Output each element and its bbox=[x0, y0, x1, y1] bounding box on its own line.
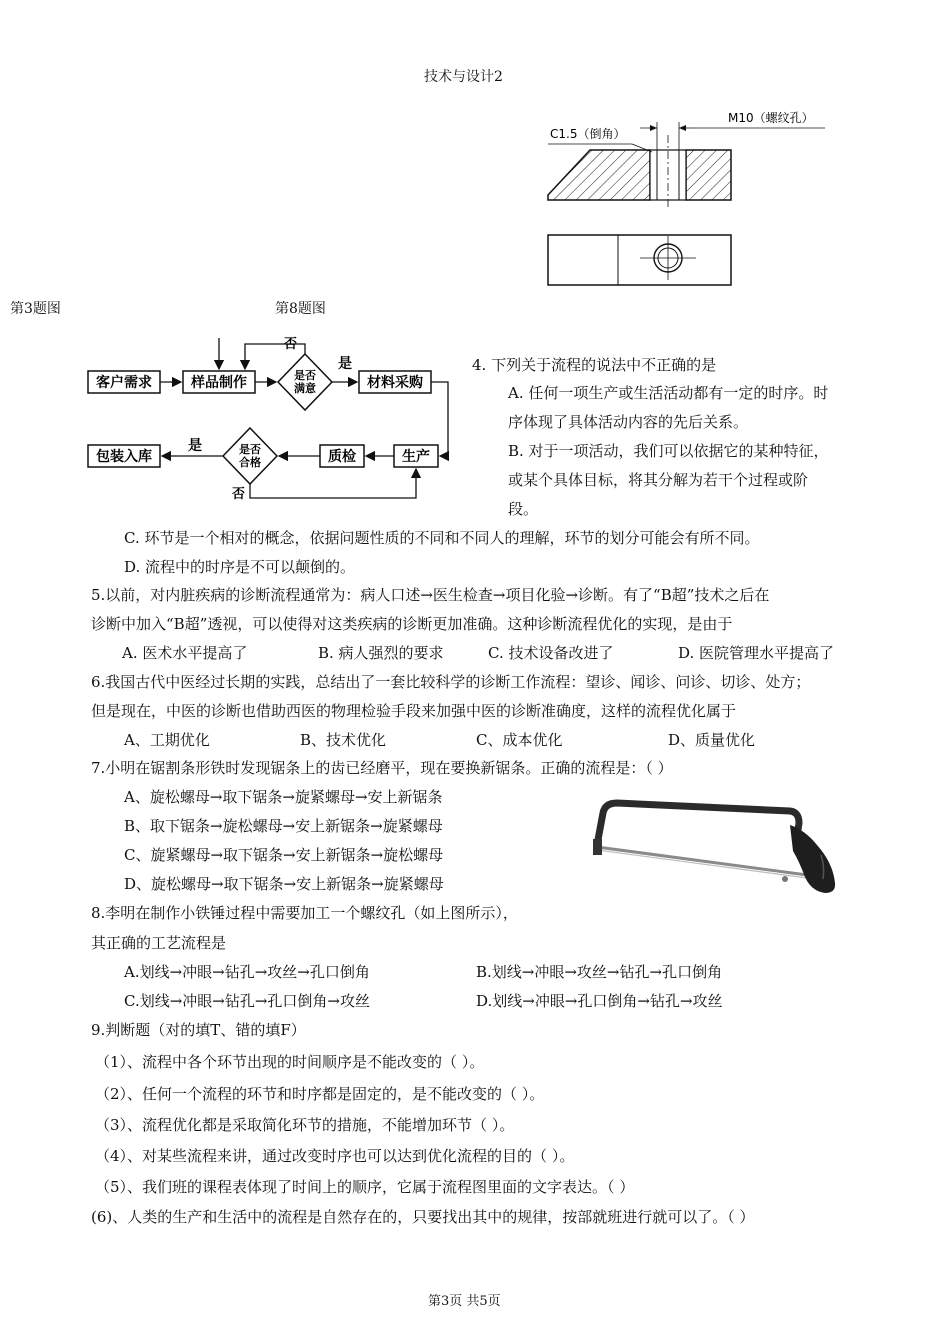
caption-figure-8: 第8题图 bbox=[275, 301, 326, 317]
label-yes-top: 是 bbox=[338, 356, 352, 372]
q7-stem: 7.小明在锯割条形铁时发现锯条上的齿已经磨平，现在要换新锯条。正确的流程是：（ ） bbox=[91, 759, 673, 777]
q6-option-d: D、质量优化 bbox=[668, 731, 756, 749]
q9-item-5: （5）、我们班的课程表体现了时间上的顺序，它属于流程图里面的文字表达。（ ） bbox=[95, 1178, 635, 1196]
threaded-hole-drawing bbox=[540, 100, 840, 300]
q4-option-b-line2: 或某个具体目标，将其分解为若干个过程或阶 bbox=[508, 471, 809, 489]
q9-item-4: （4）、对某些流程来讲，通过改变时序也可以达到优化流程的目的（ ）。 bbox=[95, 1147, 575, 1165]
q5-option-d: D. 医院管理水平提高了 bbox=[678, 644, 835, 662]
q8-option-c: C.划线→冲眼→钻孔→孔口倒角→攻丝 bbox=[124, 992, 370, 1010]
q5-option-a: A. 医术水平提高了 bbox=[122, 644, 248, 662]
page-header-title: 技术与设计2 bbox=[424, 69, 503, 85]
section-right-part bbox=[686, 150, 731, 200]
decision-satisfied-1: 是否 bbox=[294, 369, 316, 382]
q5-line2: 诊断中加入“B超”透视，可以使得对这类疾病的诊断更加准确。这种诊断流程优化的实现，是由于 bbox=[91, 615, 733, 633]
decision-qualified-1: 是否 bbox=[239, 443, 261, 456]
q6-option-a: A、工期优化 bbox=[124, 731, 210, 749]
box-sample: 样品制作 bbox=[191, 375, 247, 391]
label-yes-bottom: 是 bbox=[188, 438, 202, 454]
q9-item-2: （2）、任何一个流程的环节和时序都是固定的，是不能改变的（ ）。 bbox=[95, 1085, 545, 1103]
label-no-top: 否 bbox=[284, 337, 298, 352]
q8-line1: 8.李明在制作小铁锤过程中需要加工一个螺纹孔（如上图所示）， bbox=[91, 904, 518, 922]
chamfer-label: C1.5（倒角） bbox=[550, 127, 626, 141]
q6-option-b: B、技术优化 bbox=[300, 731, 387, 749]
q8-option-a: A.划线→冲眼→钻孔→攻丝→孔口倒角 bbox=[124, 963, 370, 981]
q9-item-1: （1）、流程中各个环节出现的时间顺序是不能改变的（ ）。 bbox=[95, 1053, 485, 1071]
q4-option-a-line2: 序体现了具体活动内容的先后关系。 bbox=[508, 413, 749, 431]
q7-option-d: D、旋松螺母→取下锯条→安上新锯条→旋紧螺母 bbox=[124, 875, 444, 893]
q4-option-b-line1: B. 对于一项活动，我们可以依据它的某种特征， bbox=[508, 442, 829, 460]
q7-option-a: A、旋松螺母→取下锯条→旋紧螺母→安上新锯条 bbox=[124, 788, 443, 806]
q4-option-b-line3: 段。 bbox=[508, 500, 539, 518]
q7-option-b: B、取下锯条→旋松螺母→安上新锯条→旋紧螺母 bbox=[124, 817, 443, 835]
q8-line2: 其正确的工艺流程是 bbox=[91, 934, 227, 952]
q6-line2: 但是现在，中医的诊断也借助西医的物理检验手段来加强中医的诊断准确度，这样的流程优化属于 bbox=[91, 702, 737, 720]
q8-option-b: B.划线→冲眼→攻丝→钻孔→孔口倒角 bbox=[476, 963, 723, 981]
section-left-part bbox=[548, 150, 650, 200]
q6-option-c: C、成本优化 bbox=[476, 731, 563, 749]
label-no-bottom: 否 bbox=[232, 487, 246, 502]
q9-item-6: (6)、人类的生产和生活中的流程是自然存在的，只要找出其中的规律，按部就班进行就可以了。（ ） bbox=[91, 1208, 755, 1226]
box-packing: 包装入库 bbox=[96, 449, 152, 465]
q5-option-b: B. 病人强烈的要求 bbox=[318, 644, 444, 662]
decision-satisfied-2: 满意 bbox=[294, 382, 316, 395]
box-purchase: 材料采购 bbox=[367, 375, 423, 391]
q7-option-c: C、旋紧螺母→取下锯条→安上新锯条→旋松螺母 bbox=[124, 846, 444, 864]
hacksaw-image bbox=[585, 795, 845, 900]
q9-stem: 9.判断题（对的填T、错的填F） bbox=[91, 1021, 306, 1039]
q5-line1: 5.以前，对内脏疾病的诊断流程通常为：病人口述→医生检查→项目化验→诊断。有了“B超”技术之后在 bbox=[91, 586, 770, 604]
box-inspection: 质检 bbox=[328, 449, 356, 465]
q9-item-3: （3）、流程优化都是采取简化环节的措施，不能增加环节（ ）。 bbox=[95, 1116, 515, 1134]
page-footer: 第3页 共5页 bbox=[428, 1294, 501, 1309]
plan-view-outline bbox=[548, 235, 731, 285]
q4-option-c: C. 环节是一个相对的概念，依据问题性质的不同和不同人的理解，环节的划分可能会有所不同。 bbox=[124, 529, 760, 547]
q4-option-a-line1: A. 任何一项生产或生活活动都有一定的时序。时 bbox=[508, 384, 829, 402]
production-flowchart bbox=[80, 330, 460, 505]
q6-line1: 6.我国古代中医经过长期的实践，总结出了一套比较科学的诊断工作流程：望诊、闻诊、问诊、切诊、处方； bbox=[91, 673, 811, 691]
caption-figure-3: 第3题图 bbox=[10, 301, 61, 317]
q4-stem: 4. 下列关于流程的说法中不正确的是 bbox=[472, 356, 717, 374]
thread-label: M10（螺纹孔） bbox=[728, 111, 814, 125]
q5-option-c: C. 技术设备改进了 bbox=[488, 644, 614, 662]
box-production: 生产 bbox=[402, 449, 430, 465]
decision-qualified-2: 合格 bbox=[239, 456, 261, 469]
q8-option-d: D.划线→冲眼→孔口倒角→钻孔→攻丝 bbox=[476, 992, 723, 1010]
q4-option-d: D. 流程中的时序是不可以颠倒的。 bbox=[124, 558, 356, 576]
box-customer: 客户需求 bbox=[96, 375, 152, 391]
